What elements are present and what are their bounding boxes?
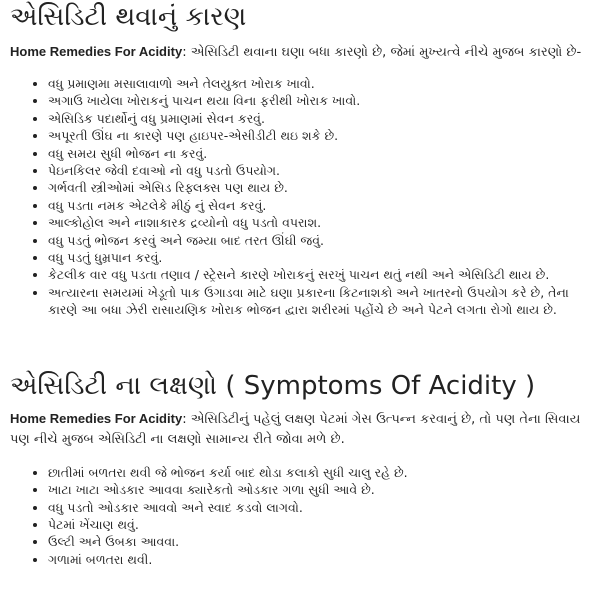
- list-item: • વધુ સમય સુધી ભોજન ના કરવું.: [48, 145, 590, 162]
- intro-text: : એસિડિટી થવાના ઘણા બધા કારણો છે, જેમાં મુખ્યત્વે નીચે મુજબ કારણો છે-: [182, 45, 582, 60]
- causes-list: [10, 75, 590, 319]
- list-item: • વધુ પડતું ભોજન કરવું અને જમ્યા બાદ તરત ઊંઘી જવું.: [48, 232, 590, 249]
- list-item: • પેટમાં ખેંચાણ થવું.: [48, 516, 590, 533]
- list-item: • પેઇનકિલર જેવી દવાઓ નો વધુ પડતો ઉપયોગ.: [48, 162, 590, 179]
- list-item: • છાતીમાં બળતરા થવી જે ભોજન કર્યા બાદ થોડા કલાકો સુધી ચાલુ રહે છે.: [48, 464, 590, 481]
- section-intro: [10, 42, 590, 63]
- list-item: • ઉલ્ટી અને ઉબકા આવવા.: [48, 533, 590, 550]
- intro-text: : એસિડિટીનું પહેલું લક્ષણ પેટમાં ગેસ ઉત્પન્ન કરવાનું છે, તો પણ તેના સિવાય પણ નીચે મુજબ એસિડિટી ના લક્ષણો સામાન્ય રીતે જોવા મળે છે.: [10, 411, 581, 447]
- list-item: • વધુ પડતા નમક એટલેકે મીઠું નું સેવન કરવું.: [48, 197, 590, 214]
- list-item: • વધુ પડતો ઓડકાર આવવો અને સ્વાદ કડવો લાગવો.: [48, 499, 590, 516]
- intro-bold-label: Home Remedies For Acidity: [10, 410, 183, 426]
- list-item: • અપૂરતી ઊંઘ ના કારણે પણ હાઇપર-એસીડીટી થઇ શકે છે.: [48, 127, 590, 144]
- list-item: • અત્યારના સમયમાં ખેડૂતો પાક ઉગાડવા માટે ઘણા પ્રકારના કિટનાશકો અને ખાતરનો ઉપયોગ કરે છે, તેના કારણે આ બધા ઝેરી રાસાયણિક ખોરાક ભોજન દ્વારા શરીરમાં પહોંચે છે અને પેટને લગતા રોગો થાય છે.: [48, 284, 590, 319]
- section-intro: [10, 409, 590, 450]
- symptoms-list: [10, 464, 590, 568]
- list-item: • ગળામાં બળતરા થવી.: [48, 551, 590, 568]
- list-item: • વધુ પ્રમાણમા મસાલાવાળો અને તેલયુક્ત ખોરાક ખાવો.: [48, 75, 590, 92]
- list-item: • કેટલીક વાર વધુ પડતા તણાવ / સ્ટ્રેસને કારણે ખોરાકનું સરખું પાચન થતું નથી અને એસિડિટી થાય છે.: [48, 266, 590, 283]
- intro-bold-label: Home Remedies For Acidity: [10, 44, 183, 59]
- list-item: • એસિડિક પદાર્થોનું વધુ પ્રમાણમાં સેવન કરવું.: [48, 110, 590, 127]
- list-item: • ગર્ભવતી સ્ત્રીઓમાં એસિડ રિફ્લક્સ પણ થાય છે.: [48, 179, 590, 196]
- section-heading-causes: એસિડિટી થવાનું કારણ: [10, 2, 247, 32]
- list-item: • આલ્કોહોલ અને નાશાકારક દ્રવ્યોનો વધુ પડતો વપરાશ.: [48, 214, 590, 231]
- list-item: • ખાટા ખાટા ઓડકાર આવવા ક્યારેકતો ઓડકાર ગળા સુધી આવે છે.: [48, 481, 590, 498]
- list-item: • અગાઉ ખાયેલા ખોરાકનું પાચન થયા વિના ફરીથી ખોરાક ખાવો.: [48, 92, 590, 109]
- section-causes: [10, 0, 590, 319]
- section-symptoms: [10, 371, 590, 568]
- section-heading-symptoms: એસિડિટી ના લક્ષણો ( Symptoms Of Acidity ): [10, 370, 536, 401]
- list-item: • વધુ પડતું ધુમ્રપાન કરવું.: [48, 249, 590, 266]
